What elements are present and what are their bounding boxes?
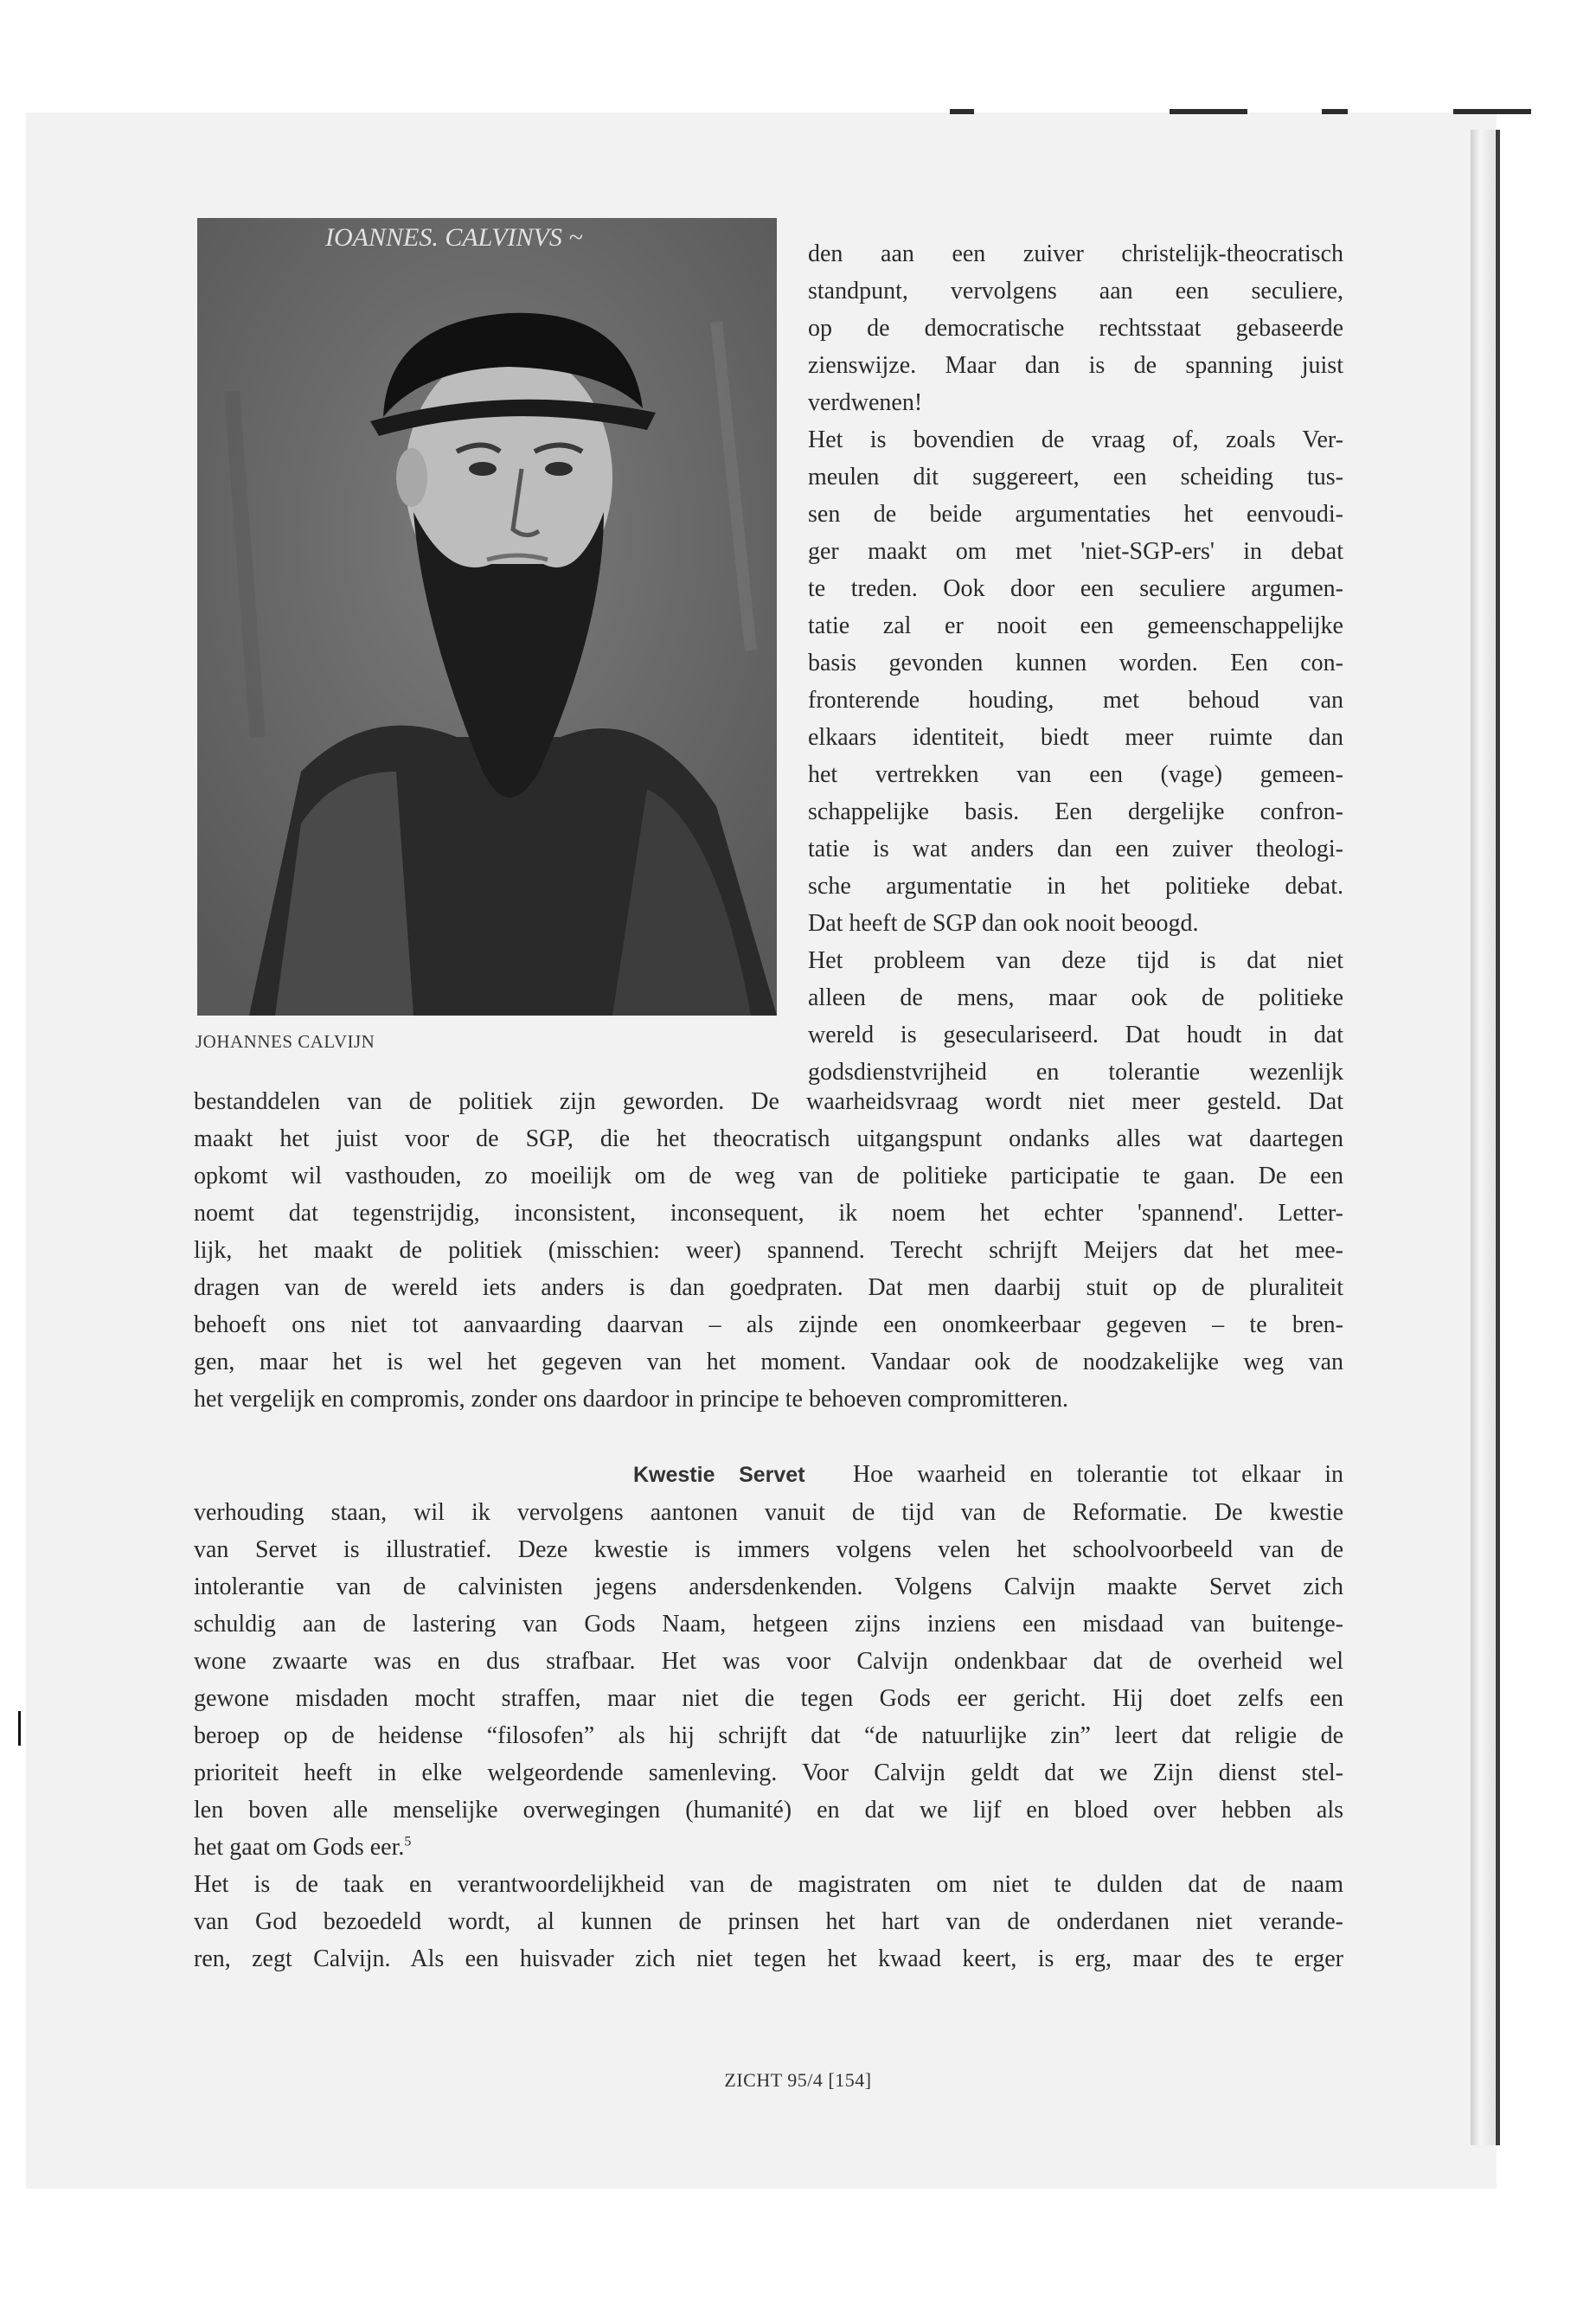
page-footer: ZICHT 95/4 [154] bbox=[724, 2069, 872, 2091]
text-line: len boven alle menselijke overwegingen (humanité) en dat we lijf en bloed over hebben als bbox=[194, 1797, 1343, 1823]
text-line: Het probleem van deze tijd is dat niet bbox=[808, 947, 1343, 974]
scan-mark bbox=[950, 109, 974, 114]
text-line: intolerantie van de calvinisten jegens andersdenkenden. Volgens Calvijn maakte Servet zich bbox=[194, 1574, 1343, 1600]
text-line: maakt het juist voor de SGP, die het theocratisch uitgangspunt ondanks alles wat daartegen bbox=[194, 1125, 1343, 1152]
text-line: van Servet is illustratief. Deze kwestie is immers volgens velen het schoolvoorbeeld van de bbox=[194, 1536, 1343, 1563]
section-last-line bbox=[194, 1829, 1343, 1866]
text-line: alleen de mens, maar ook de politieke bbox=[808, 984, 1343, 1011]
text-line: schappelijke basis. Een dergelijke confron- bbox=[808, 798, 1343, 825]
text-line: fronterende houding, met behoud van bbox=[808, 687, 1343, 714]
text-line: noemt dat tegenstrijdig, inconsistent, inconsequent, ik noem het echter 'spannend'. Letter- bbox=[194, 1200, 1343, 1227]
full-width-paragraph bbox=[194, 1083, 1343, 1418]
text-line: sen de beide argumentaties het eenvoudi- bbox=[808, 501, 1343, 528]
section-heading: Kwestie Servet bbox=[633, 1463, 805, 1487]
text-line: gen, maar het is wel het gegeven van het moment. Vandaar ook de noodzakelijke weg van bbox=[194, 1349, 1343, 1375]
text-line: te treden. Ook door een seculiere argumen- bbox=[808, 575, 1343, 602]
portrait-inscription: IOANNES. CALVINVS ~ bbox=[325, 223, 583, 252]
text-line: behoeft ons niet tot aanvaarding daarvan – als zijnde een onomkeerbaar gegeven – te bren- bbox=[194, 1311, 1343, 1338]
text-line: lijk, het maakt de politiek (misschien: weer) spannend. Terecht schrijft Meijers dat het mee- bbox=[194, 1237, 1343, 1264]
section-kwestie-servet bbox=[194, 1456, 1343, 1977]
text-line: het vergelijk en compromis, zonder ons daardoor in principe te behoeven compromitteren. bbox=[194, 1386, 1069, 1413]
text-line: zienswijze. Maar dan is de spanning juist bbox=[808, 352, 1343, 379]
portrait-caption: JOHANNES CALVIJN bbox=[195, 1031, 375, 1052]
text-line: tatie is wat anders dan een zuiver theologi- bbox=[808, 836, 1343, 862]
text-line: het vertrekken van een (vage) gemeen- bbox=[808, 761, 1343, 788]
text-line: van God bezoedeld wordt, al kunnen de prinsen het hart van de onderdanen niet verande- bbox=[194, 1908, 1343, 1935]
text-line: bestanddelen van de politiek zijn geworden. De waarheidsvraag wordt niet meer gesteld. Dat bbox=[194, 1088, 1343, 1115]
text-line: prioriteit heeft in elke welgeordende samenleving. Voor Calvijn geldt dat we Zijn dienst stel- bbox=[194, 1759, 1343, 1786]
section-last-line-text: het gaat om Gods eer. bbox=[194, 1834, 405, 1861]
text-line: opkomt wil vasthouden, zo moeilijk om de weg van de politieke participatie te gaan. De een bbox=[194, 1163, 1343, 1189]
text-line: verdwenen! bbox=[808, 389, 923, 416]
text-line: op de democratische rechtsstaat gebaseerde bbox=[808, 315, 1343, 342]
text-line: wereld is geseculariseerd. Dat houdt in dat bbox=[808, 1022, 1343, 1048]
text-line: schuldig aan de lastering van Gods Naam, hetgeen zijns inziens een misdaad van buitenge- bbox=[194, 1611, 1343, 1638]
text-line: tatie zal er nooit een gemeenschappelijke bbox=[808, 612, 1343, 639]
text-line: dragen van de wereld iets anders is dan goedpraten. Dat men daarbij stuit op de pluraliteit bbox=[194, 1274, 1343, 1301]
calvin-portrait bbox=[197, 218, 777, 1016]
scan-mark bbox=[1170, 109, 1247, 114]
text-line: basis gevonden kunnen worden. Een con- bbox=[808, 650, 1343, 676]
scan-mark bbox=[1453, 109, 1531, 114]
scan-mark bbox=[1322, 109, 1348, 114]
text-line: sche argumentatie in het politieke debat. bbox=[808, 873, 1343, 900]
text-line: elkaars identiteit, biedt meer ruimte dan bbox=[808, 724, 1343, 751]
text-line: standpunt, vervolgens aan een seculiere, bbox=[808, 278, 1343, 304]
text-line: gewone misdaden mocht straffen, maar niet die tegen Gods eer gericht. Hij doet zelfs een bbox=[194, 1685, 1343, 1712]
section-first-line-text: Hoe waarheid en tolerantie tot elkaar in bbox=[852, 1461, 1344, 1488]
portrait-illustration bbox=[197, 218, 777, 1016]
text-line: ger maakt om met 'niet-SGP-ers' in debat bbox=[808, 538, 1343, 565]
text-line: verhouding staan, wil ik vervolgens aantonen vanuit de tijd van de Reformatie. De kwestie bbox=[194, 1499, 1343, 1526]
right-column-text bbox=[808, 235, 1343, 1091]
text-line: beroep op de heidense “filosofen” als hij schrijft dat “de natuurlijke zin” leert dat religie de bbox=[194, 1722, 1343, 1749]
page-edge-line bbox=[1496, 130, 1500, 2145]
text-line: Het is de taak en verantwoordelijkheid van de magistraten om niet te dulden dat de naam bbox=[194, 1871, 1343, 1898]
text-line: wone zwaarte was en dus strafbaar. Het was voor Calvijn ondenkbaar dat de overheid wel bbox=[194, 1648, 1343, 1675]
text-line: ren, zegt Calvijn. Als een huisvader zich niet tegen het kwaad keert, is erg, maar des te erger bbox=[194, 1945, 1343, 1972]
section-paragraph-2 bbox=[194, 1866, 1343, 1977]
section-lines bbox=[194, 1494, 1343, 1829]
text-line: meulen dit suggereert, een scheiding tus- bbox=[808, 464, 1343, 490]
scan-mark bbox=[18, 1711, 21, 1746]
section-first-line bbox=[194, 1456, 1343, 1494]
text-line: den aan een zuiver christelijk-theocratisch bbox=[808, 240, 1343, 267]
text-line: Het is bovendien de vraag of, zoals Ver- bbox=[808, 426, 1343, 453]
page-edge bbox=[1471, 130, 1495, 2145]
text-line: Dat heeft de SGP dan ook nooit beoogd. bbox=[808, 910, 1199, 937]
footnote-mark: 5 bbox=[404, 1834, 412, 1849]
text-line: godsdienstvrijheid en tolerantie wezenlijk bbox=[808, 1059, 1343, 1086]
